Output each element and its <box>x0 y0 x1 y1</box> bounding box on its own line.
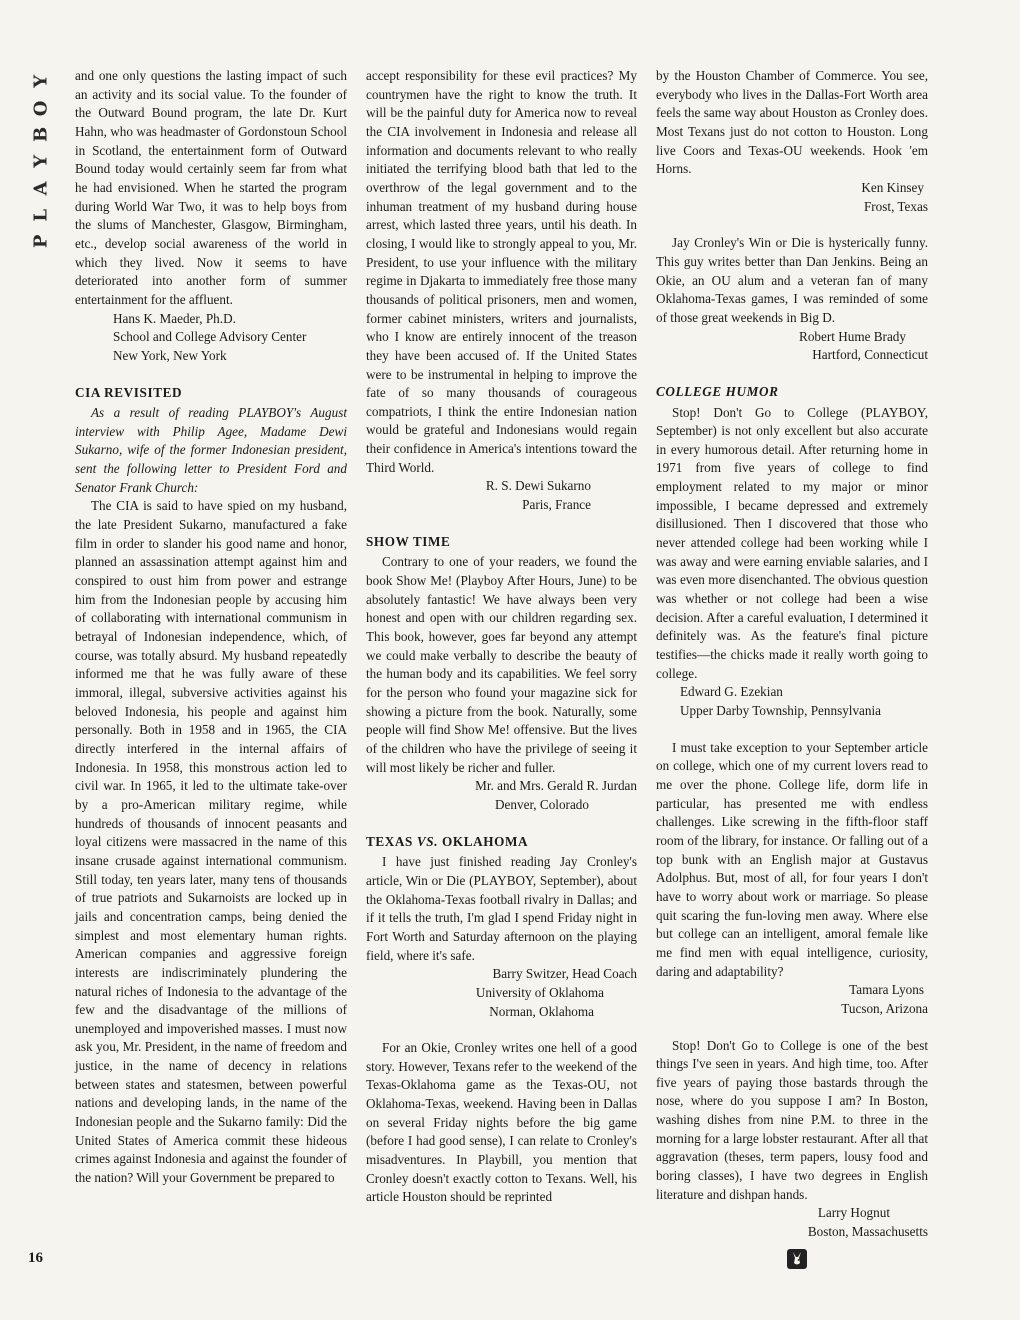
letter-body: Contrary to one of your readers, we found the book Show Me! (Playboy After Hours, June) to be absolutely fantastic! We have always been very honest and open with our children regarding sex. This book, however, goes far beyond any attempt we could make verbally to describe the beauty of the human body and its capabilities. We feel sorry for the person who found your magazine sick for showing a picture from the book. Naturally, some people will find Show Me! offensive. But the lives of the children who have the privilege of seeing it will most likely be richer and fuller. <box>366 554 637 775</box>
signature-name: R. S. Dewi Sukarno <box>485 478 591 494</box>
sidebar-letter: P <box>30 234 52 249</box>
letter-continuation: accept responsibility for these evil practices? My countrymen have the right to know the truth. It will be the painful duty for America now to reveal the CIA involvement in Indonesia and release all information and documents relevant to who really initiated the terrifying blood bath that led to the overthrow of the legal government and to the inhuman treatment of my husband during house arrest, which lasted three years, until his death. In closing, I would like to strongly appeal to you, Mr. President, to use your influence with the military regime in Djakarta to immediately free those many thousands of political prisoners, men and women, former cabinet ministers, writers and journalists, who I know are entirely innocent of the treason they have been accused of. If the United States were to be instrumental in helping to improve the fate of so many thousands of courageous compatriots, I think the entire Indonesian nation would be grateful and Indonesians would regain their confidence in America's intentions toward the Third World. <box>366 68 637 475</box>
column-1 <box>75 67 347 1188</box>
heading-part: TEXAS <box>366 833 417 849</box>
letter-signature <box>656 328 928 365</box>
signature-affiliation: School and College Advisory Center <box>113 329 307 345</box>
letter-signature <box>366 777 637 814</box>
section-heading <box>366 833 637 852</box>
signature-name: Edward G. Ezekian <box>680 684 783 700</box>
page-number: 16 <box>28 1250 43 1266</box>
sidebar-letter: Y <box>30 74 52 88</box>
sidebar-letter: L <box>30 208 52 222</box>
editor-intro: As a result of reading PLAYBOY's August interview with Philip Agee, Madame Dewi Sukarno, wife of the former Indonesian president, sent the following letter to President Ford and Senator Frank Church: <box>75 405 347 495</box>
signature-place: Frost, Texas <box>863 198 928 214</box>
signature-place: Tucson, Arizona <box>841 1000 928 1016</box>
letter-signature <box>656 179 928 216</box>
letter-signature <box>656 981 928 1018</box>
signature-place: Paris, France <box>522 497 591 513</box>
signature-affiliation: University of Oklahoma <box>475 984 604 1000</box>
letter-body: The CIA is said to have spied on my husband, the late President Sukarno, manufactured a fake film in order to slander his good name and honor, planned an assassination attempt against him and conspired to oust him from power and estrange him from the Indonesian people by accusing him of collaborating with international communism in betrayal of Indonesian independence, which, of course, was totally absurd. My husband repeatedly informed me that he was fully aware of these immoral, illegal, subversive activities against his beloved Indonesia, his people and against him personally. Both in 1958 and in 1965, the CIA directly interfered in the internal affairs of Indonesia. In 1958, this monstrous action led to civil war. In 1965, it led to the ultimate take-over by a pro-American military regime, while hundreds of thousands of innocent peasants and loyal citizens were massacred in the name of this insane crusade against international communism. Still today, ten years later, many tens of thousands of true patriots and Sukarnoists are locked up in jails and concentration camps, being denied the simplest and most elementary human rights. American companies and aggressive foreign interests are indiscriminately plundering the natural riches of Indonesia to the advantage of the few and the disadvantage of the millions of unemployed and impoverished masses. I must now ask you, Mr. President, in the name of freedom and justice, in the name of decency in relations between states and statesmen, between powerful nations and developing lands, in the name of the Indonesian people and the Sukarno family: Did the United States of America commit these hideous crimes against Indonesia and against the founder of the nation? Will your Government be prepared to <box>75 498 347 1186</box>
signature-name: Ken Kinsey <box>861 179 924 195</box>
column-2 <box>366 67 637 1207</box>
sidebar-letter: A <box>30 181 52 196</box>
section-heading: SHOW TIME <box>366 533 451 549</box>
letter-body: I have just finished reading Jay Cronley's article, Win or Die (PLAYBOY, September), about the Oklahoma-Texas football rivalry in Dallas; and if it tells the truth, I'm glad I spend Friday night in Fort Worth and Saturday afternoon on the playing field, where it's safe. <box>366 854 637 963</box>
signature-name: Mr. and Mrs. Gerald R. Jurdan <box>475 778 637 794</box>
signature-place: Boston, Massachusetts <box>807 1224 928 1240</box>
signature-place: Upper Darby Township, Pennsylvania <box>680 703 882 718</box>
signature-name: Tamara Lyons <box>849 982 924 998</box>
heading-part: VS. <box>416 833 439 849</box>
signature-place: Hartford, Connecticut <box>812 347 928 363</box>
letter-signature <box>366 965 637 1021</box>
signature-place: New York, New York <box>113 347 227 363</box>
section-heading: COLLEGE HUMOR <box>656 383 779 399</box>
letter-body: For an Okie, Cronley writes one hell of a good story. However, Texans refer to the weekend of the Texas-Oklahoma game as the Texas-OU, not Oklahoma-Texas, weekend. Having been in Dallas on several Friday nights before the big game (before I had good sense), I can relate to Cronley's misadventures. In Playbill, you mention that Cronley doesn't exactly cotton to Texans. Well, his article Houston should be reprinted <box>366 1040 637 1205</box>
signature-name: Larry Hognut <box>817 1205 890 1221</box>
letter-signature <box>366 477 637 514</box>
letter-body: Stop! Don't Go to College (PLAYBOY, September) is not only excellent but also accurate in every humorous detail. After returning home in 1971 from five years of college to find employment related to my major or minor impossible, I became depressed and extremely disillusioned. Then I discovered that those who never attended college had been working while I was away and were earning enviable salaries, and I was even more disenchanted. The obvious question was whether or not college had been a wise decision. After a careful evaluation, I determined it definitely was. As the feature's final picture testifies—the chicks made it really worth going to college. <box>656 404 928 681</box>
sidebar-letter: B <box>30 127 52 143</box>
signature-place: Denver, Colorado <box>495 796 589 812</box>
letter-body: I must take exception to your September article on college, which one of my current lovers read to me over the phone. College life, dorm life in particular, has presented me with endless challenges. Like screwing in the fifth-floor staff room of the library, for instance. Or falling out of a top bunk with an English major at Gustavus Adolphus. But, most of all, for four years I don't have to worry about work or marriage. So please quit scaring the fun-loving men away. Where else but college can an intelligent, amoral female like me find men with equal intelligence, curiosity, daring and adaptability? <box>656 739 928 979</box>
letter-body: Jay Cronley's Win or Die is hysterically funny. This guy writes better than Dan Jenkins. Being an Okie, an OU alum and a veteran fan of many Oklahoma-Texas games, I was reminded of some of those great weekends in Big D. <box>656 235 928 325</box>
sidebar-letter: Y <box>30 155 52 168</box>
rabbit-head-icon <box>787 1249 807 1269</box>
signature-name: Robert Hume Brady <box>799 328 906 344</box>
signature-place: Norman, Oklahoma <box>489 1003 594 1019</box>
letter-signature <box>656 683 928 720</box>
heading-part: OKLAHOMA <box>438 833 529 849</box>
signature-name: Barry Switzer, Head Coach <box>492 966 637 982</box>
letter-signature <box>75 310 347 366</box>
sidebar-letter: O <box>30 100 52 116</box>
letter-signature <box>656 1204 928 1241</box>
column-3 <box>656 67 928 1242</box>
section-heading: CIA REVISITED <box>75 384 183 400</box>
letter-continuation: and one only questions the lasting impact of such an activity and its social value. To the founder of the Outward Bound program, the late Dr. Kurt Hahn, who was headmaster of Gordonstoun School in Scotland, the entertainment form of Outward Bound today would certainly seem far from what he had envisioned. When he started the program during World War Two, it was to help boys from the slums of Manchester, Glasgow, Birmingham, etc., develop social awareness of the world in which they lived. Now it seems to have deteriorated into another form of summer entertainment for the affluent. <box>75 68 347 307</box>
letter-continuation: by the Houston Chamber of Commerce. You see, everybody who lives in the Dallas-Fort Worth area feels the same way about Houston as Cronley does. Most Texans just do not cotton to Houston. Long live Coors and Texas-OU weekends. Hook 'em Horns. <box>656 68 928 177</box>
signature-name: Hans K. Maeder, Ph.D. <box>113 310 236 326</box>
magazine-sidebar-title <box>27 68 57 255</box>
letter-body: Stop! Don't Go to College is one of the best things I've seen in years. And high time, too. After five years of paying those bastards through the nose, where do you suppose I am? In Boston, washing dishes from nine P.M. to three in the morning for a large lobster restaurant. After all that aggravation (theses, term papers, lousy food and boring classes), I have two degrees in English literature and dishpan hands. <box>656 1037 928 1202</box>
